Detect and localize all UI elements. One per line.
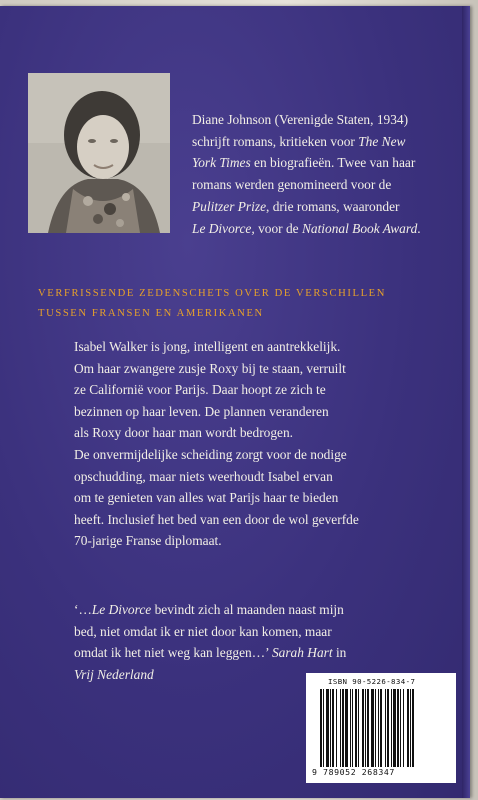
bio-line	[192, 174, 458, 196]
barcode-bar	[385, 689, 386, 767]
quote-line-segment: bevindt zich al maanden naast mijn	[151, 602, 344, 617]
author-photo	[28, 73, 170, 233]
barcode-bar	[387, 689, 389, 767]
bio-line-segment: .	[417, 220, 421, 236]
blurb-line: De onvermijdelijke scheiding zorgt voor de nodige	[74, 446, 347, 462]
back-cover	[0, 6, 470, 798]
bio-line-segment: Le Divorce,	[192, 220, 255, 236]
bio-line	[192, 152, 458, 174]
barcode-bar	[362, 689, 364, 767]
barcode-bar	[371, 689, 374, 767]
bio-line-segment: Pulitzer Prize	[192, 198, 267, 214]
barcode-bar	[375, 689, 376, 767]
barcode-bar	[332, 689, 334, 767]
bio-line-segment: York Times	[192, 155, 251, 171]
blurb-line: ze Californië voor Parijs. Daar hoopt ze zich te	[74, 382, 326, 398]
barcode-bars	[320, 689, 444, 767]
quote-line-segment: in	[332, 645, 347, 661]
barcode-bar	[352, 689, 353, 767]
barcode-bar	[412, 689, 414, 767]
barcode	[306, 673, 456, 783]
blurb-line: als Roxy door haar man wordt bedrogen.	[74, 425, 294, 441]
quote-line	[74, 642, 464, 664]
headline	[38, 284, 458, 324]
bio-line	[192, 218, 458, 240]
barcode-bar	[397, 689, 399, 767]
quote-line-segment: Sarah Hart	[271, 645, 333, 661]
barcode-bar	[400, 689, 401, 767]
barcode-bar	[340, 689, 341, 767]
barcode-bar	[336, 689, 337, 767]
barcode-bar	[380, 689, 382, 767]
quote-line-segment: bed, niet omdat ik er niet door kan komen, maar	[74, 623, 332, 639]
blurb-line: Isabel Walker is jong, intelligent en aantrekkelijk.	[74, 339, 341, 354]
bio-line-segment: voor de	[254, 220, 302, 236]
blurb-line: 70-jarige Franse diplomaat.	[74, 533, 222, 549]
headline-line: VERFRISSENDE ZEDENSCHETS OVER DE VERSCHILLEN	[38, 288, 387, 299]
blurb-line: bezinnen op haar leven. De plannen veranderen	[74, 403, 329, 419]
barcode-bar	[326, 689, 329, 767]
quote-line	[74, 599, 464, 621]
blurb-line: Om haar zwangere zusje Roxy bij te staan, verruilt	[74, 360, 346, 376]
barcode-bar	[407, 689, 409, 767]
quote-line-segment: omdat ik het niet weg kan leggen…’	[74, 645, 272, 661]
quote-line-segment: Vrij Nederland	[74, 666, 154, 682]
isbn-text: ISBN 90-5226-834-7	[328, 677, 416, 686]
bio-line-segment: romans werden genomineerd voor de	[192, 177, 392, 193]
barcode-bar	[323, 689, 324, 767]
bio-line-segment: Diane Johnson (Verenigde Staten, 1934)	[192, 112, 409, 127]
blurb	[74, 336, 464, 552]
barcode-bar	[367, 689, 369, 767]
bio-line	[192, 196, 458, 218]
barcode-bar	[365, 689, 366, 767]
barcode-bar	[320, 689, 322, 767]
quote-line	[74, 621, 464, 643]
bio-line-segment: schrijft romans, kritieken voor	[192, 133, 359, 149]
barcode-bar	[345, 689, 348, 767]
blurb-line: om te genieten van alles wat Parijs haar te bieden	[74, 490, 339, 506]
bio-line-segment: The New	[358, 133, 406, 149]
barcode-bar	[350, 689, 351, 767]
barcode-bar	[342, 689, 344, 767]
headline-line: TUSSEN FRANSEN EN AMERIKANEN	[38, 308, 264, 319]
bio-line	[192, 131, 458, 153]
quote-line-segment: ‘…	[74, 602, 92, 617]
bio-line-segment: , drie romans, waaronder	[266, 198, 400, 214]
bio-line-segment: National Book Award	[301, 220, 418, 236]
barcode-bar	[391, 689, 392, 767]
bio-line-segment: en biografieën. Twee van haar	[250, 155, 416, 171]
author-bio	[192, 109, 458, 239]
bio-line	[192, 109, 458, 131]
barcode-bar	[403, 689, 404, 767]
blurb-line: opschudding, maar niets weerhoudt Isabel ervan	[74, 468, 333, 484]
quote-line-segment: Le Divorce	[91, 602, 152, 617]
barcode-bar	[378, 689, 379, 767]
barcode-bar	[410, 689, 411, 767]
barcode-bar	[355, 689, 357, 767]
ean-number: 9 789052 268347	[312, 767, 395, 777]
barcode-bar	[330, 689, 331, 767]
barcode-bar	[393, 689, 396, 767]
blurb-line: heeft. Inclusief het bed van een door de wol geverfde	[74, 511, 359, 527]
barcode-bar	[358, 689, 359, 767]
